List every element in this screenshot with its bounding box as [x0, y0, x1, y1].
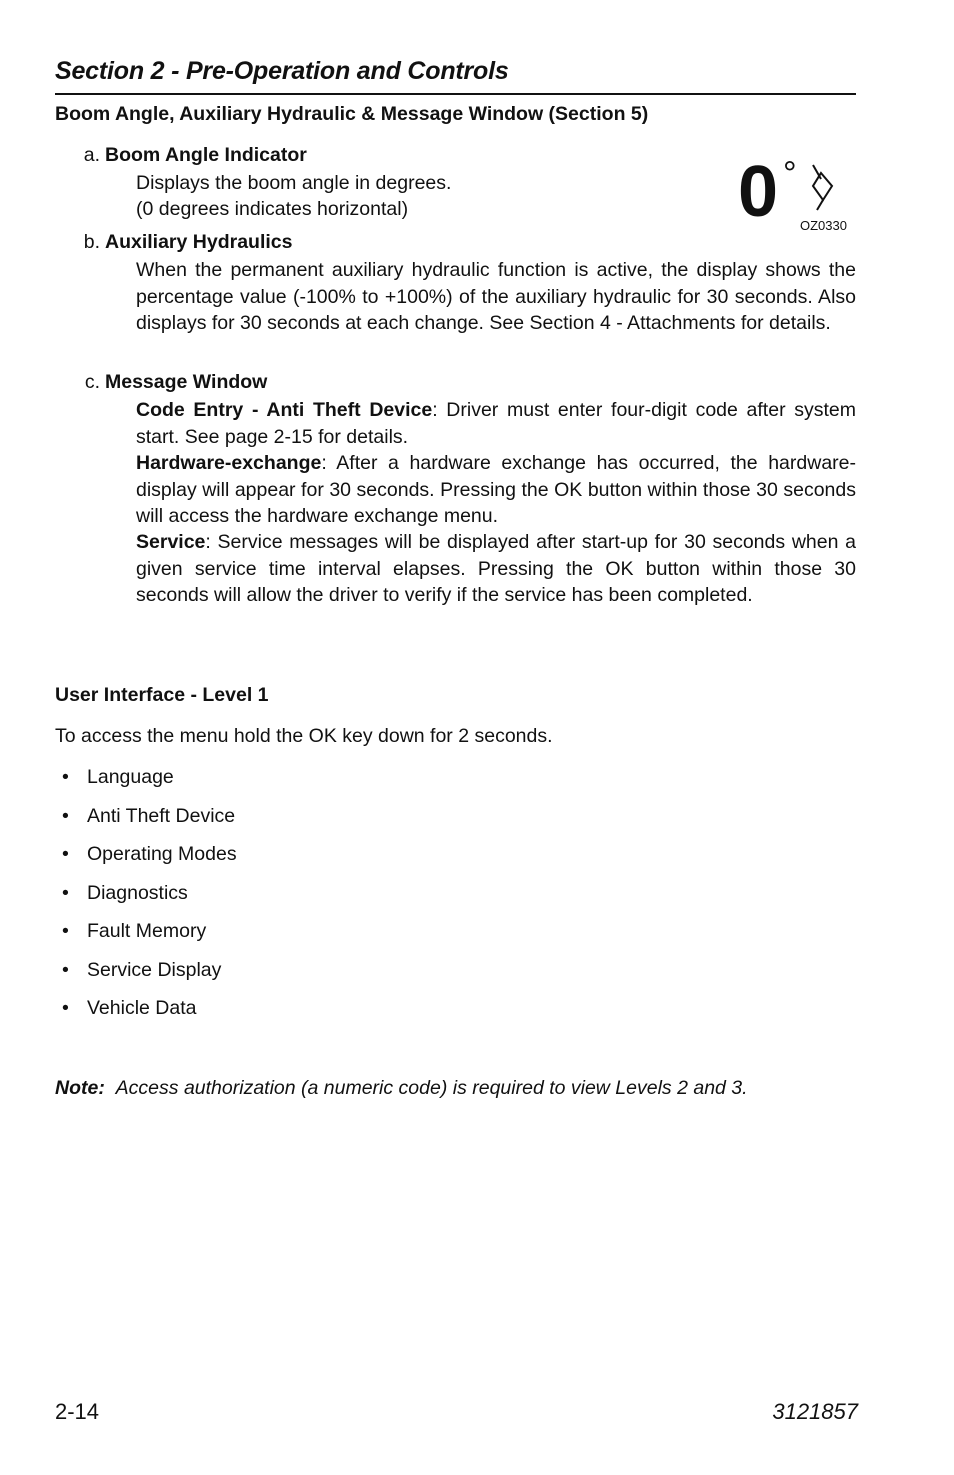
menu-list	[55, 766, 237, 1036]
item-c-title: Message Window	[105, 371, 268, 393]
bullet: •	[62, 920, 69, 942]
bullet: •	[62, 958, 69, 981]
menu-item-label: Operating Modes	[87, 843, 237, 865]
header-rule	[55, 93, 856, 95]
item-a-letter: a.	[83, 144, 100, 166]
boom-angle-icon	[813, 165, 832, 210]
list-item	[55, 766, 237, 805]
item-b-title: Auxiliary Hydraulics	[105, 231, 293, 253]
section-title: Section 2 - Pre-Operation and Controls	[55, 57, 509, 85]
bullet: •	[62, 997, 69, 1019]
note-label: Note:	[55, 1077, 105, 1099]
bullet: •	[62, 804, 69, 827]
angle-value: 0	[738, 155, 779, 232]
menu-item-label: Anti Theft Device	[87, 804, 236, 827]
page-number: 2-14	[55, 1399, 100, 1424]
message-code-entry	[136, 397, 856, 450]
item-c-letter: c.	[84, 371, 100, 393]
bullet: •	[62, 881, 69, 904]
document-number: 3121857	[772, 1399, 858, 1424]
item-a-line2: (0 degrees indicates horizontal)	[136, 198, 409, 220]
code-entry-label: Code Entry - Anti Theft Device	[136, 399, 433, 421]
hardware-exchange-text: : After a hardware exchange has occurred, the hardware-display will appear for 30 seconds. Pressing the OK button within those 30 seconds will access the hardware exchange menu.	[136, 452, 856, 528]
list-item	[55, 843, 237, 882]
hardware-exchange-label: Hardware-exchange	[136, 452, 322, 474]
menu-item-label: Vehicle Data	[87, 997, 197, 1019]
list-item	[55, 920, 237, 959]
item-a-line1: Displays the boom angle in degrees.	[136, 172, 452, 194]
degree-symbol: °	[783, 155, 797, 193]
menu-item-label: Service Display	[87, 958, 222, 981]
message-service	[136, 529, 856, 609]
subsection-title: Boom Angle, Auxiliary Hydraulic & Message Window (Section 5)	[55, 103, 649, 125]
list-item	[55, 959, 237, 998]
bullet: •	[62, 766, 69, 788]
list-item	[55, 882, 237, 921]
figure-number: OZ0330	[800, 218, 847, 233]
note-text: Access authorization (a numeric code) is required to view Levels 2 and 3.	[115, 1077, 748, 1099]
list-item	[55, 805, 237, 844]
menu-item-label: Language	[87, 766, 174, 788]
service-label: Service	[136, 531, 206, 553]
bullet: •	[62, 843, 69, 865]
user-interface-heading: User Interface - Level 1	[55, 684, 269, 706]
menu-item-label: Diagnostics	[87, 881, 188, 904]
item-b-letter: b.	[83, 231, 100, 253]
message-hardware-exchange	[136, 450, 856, 530]
code-entry-text: : Driver must enter four-digit code after system start. See page 2-15 for details.	[136, 399, 856, 448]
boom-angle-figure	[735, 155, 860, 237]
item-a-heading	[70, 144, 307, 167]
service-text: : Service messages will be displayed after start-up for 30 seconds when a given service time interval elapses. Pressing the OK button within those 30 seconds will allow the driver to verify if the service has been completed.	[136, 531, 856, 607]
item-c-heading	[70, 371, 267, 394]
note	[55, 1077, 748, 1100]
user-interface-intro: To access the menu hold the OK key down for 2 seconds.	[55, 725, 553, 747]
list-item	[55, 997, 237, 1036]
item-b-text: When the permanent auxiliary hydraulic function is active, the display shows the percentage value (-100% to +100%) of the auxiliary hydraulic for 30 seconds. Also displays for 30 seconds at each change. See Section 4 - Attachments for details.	[136, 259, 856, 335]
menu-item-label: Fault Memory	[87, 920, 207, 942]
boom-angle-display	[735, 155, 860, 237]
item-b-heading	[70, 231, 293, 254]
item-a-title: Boom Angle Indicator	[105, 144, 307, 166]
